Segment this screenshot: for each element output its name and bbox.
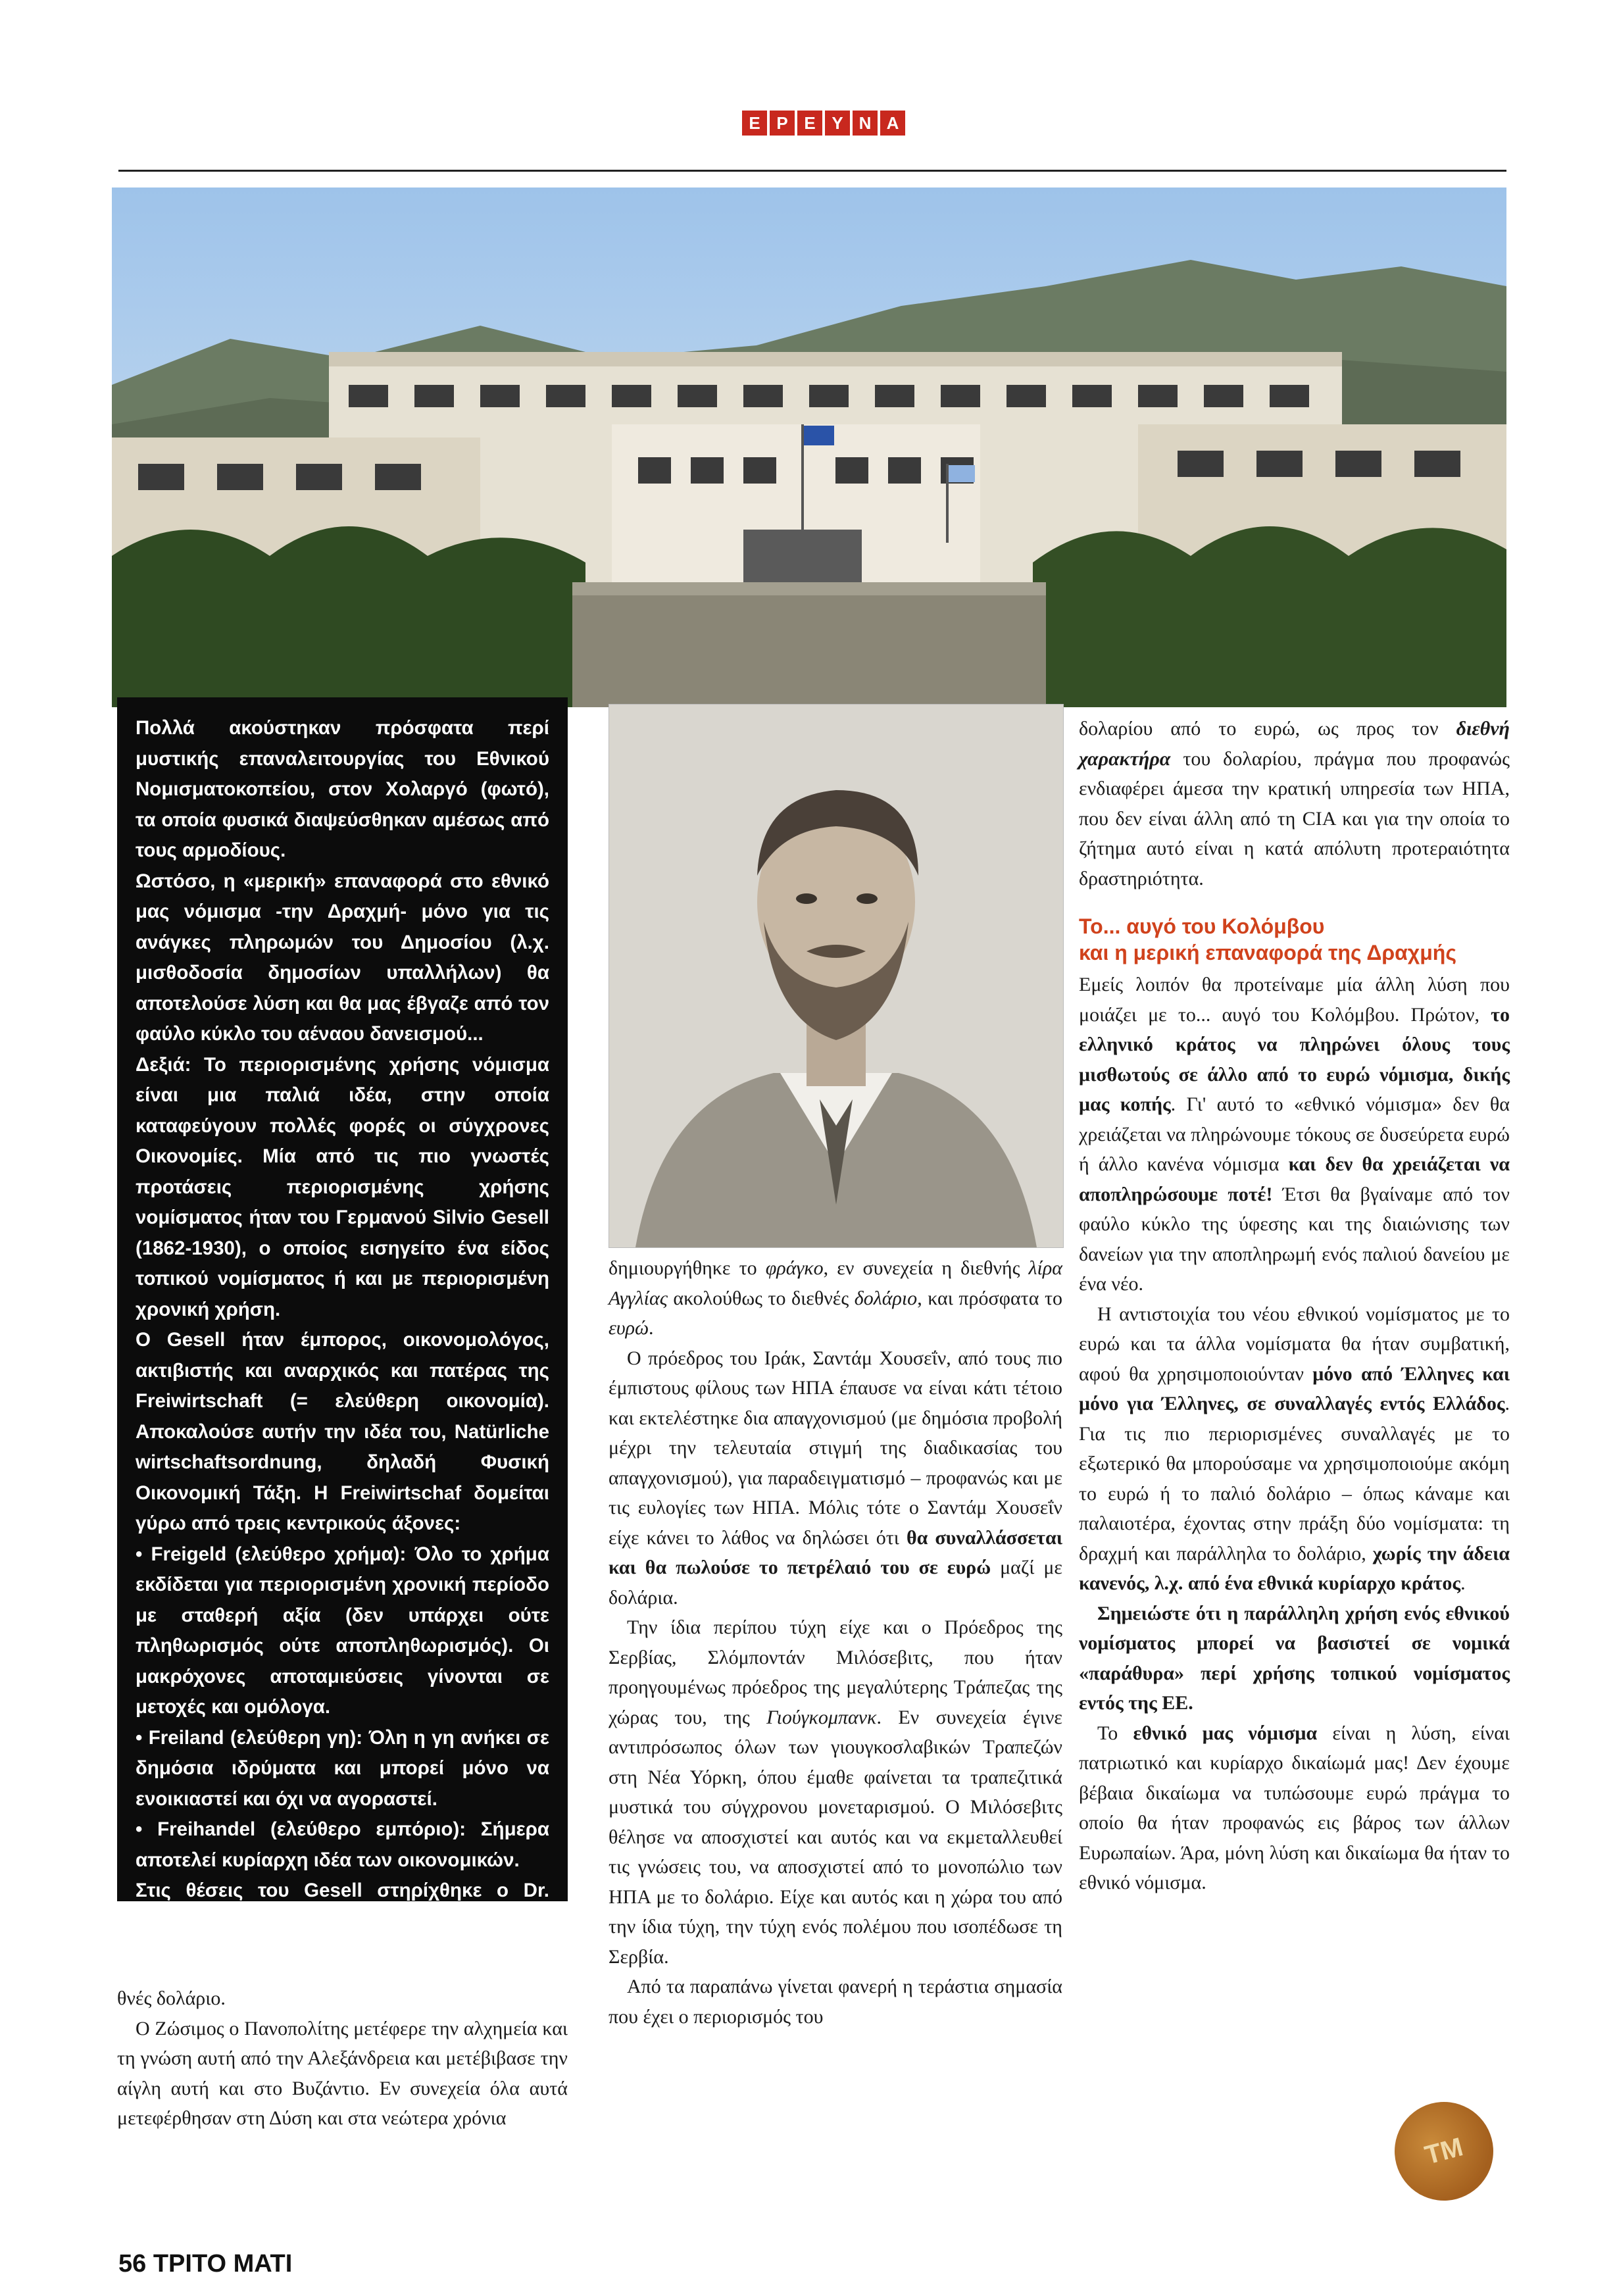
body-paragraph: δημιουργήθηκε το φράγκο, εν συνεχεία η διεθνής λίρα Αγγλίας ακολούθως το διεθνές δολάριο, και πρόσφατα το ευρώ. bbox=[609, 1257, 1063, 1339]
body-paragraph: Εμείς λοιπόν θα προτείναμε μία άλλη λύση που μοιάζει με το... αυγό του Κολόμβου. Πρώτον, το ελληνικό κράτος να πληρώνει όλους τους μισθωτούς σε άλλο από το ευρώ νόμισμα, δικής μας κοπής. Γι' αυτό το «εθνικό νόμισμα» δεν θα χρειάζεται να πληρώνουμε τόκους σε δυσεύρετα ευρώ ή άλλο κανένα νόμισμα και δεν θα χρειάζεται να αποπληρώσουμε ποτέ! Έτσι θα βγαίναμε από τον φαύλο κύκλο της ύφεσης και της διαιώνισης των δανείων για την αποπληρωμή ενός παλιού δανείου με ένα νέο. bbox=[1079, 974, 1510, 1295]
section-letter: Y bbox=[825, 111, 850, 136]
seal-stamp-icon: ΤΜ bbox=[1383, 2091, 1504, 2212]
page-number: 56 bbox=[118, 2250, 147, 2278]
caption-paragraph: Δεξιά: Το περιορισμένης χρήσης νόμισμα είναι μια παλιά ιδέα, στην οποία καταφεύγουν πολλές φορές οι σύγχρονες Οικονομίες. Μία από τις πιο γνωστές προτάσεις περιορισμένης χρήσης νομίσματος ήταν του Γερμανού Silvio Gesell (1862-1930), ο οποίος εισηγείτο ένα είδος τοπικού νομίσματος ή και με περιορισμένη χρονική χρήση. bbox=[136, 1053, 549, 1320]
body-paragraph: δολαρίου από το ευρώ, ως προς τον διεθνή χαρακτήρα του δολαρίου, πράγμα που προφανώς ενδιαφέρει άμεσα την κρατική υπηρεσία των ΗΠΑ, που δεν είναι άλλη από τη CIA και για την οποία το ζήτημα αυτό είναι η κατά απόλυτη προτεραιότητα δραστηριότητα. bbox=[1079, 718, 1510, 889]
header-rule bbox=[118, 170, 1506, 172]
caption-paragraph: Ωστόσο, η «μερική» επαναφορά στο εθνικό μας νόμισμα -την Δραχμή- μόνο για τις ανάγκες πληρωμών του Δημοσίου (λ.χ. μισθοδοσία δημοσίων υπαλλήλων) θα αποτελούσε λύση και θα μας έβγαζε από τον φαύλο κύκλο του αέναου δανεισμού... bbox=[136, 870, 549, 1045]
caption-paragraph: Πολλά ακούστηκαν πρόσφατα περί μυστικής επαναλειτουργίας του Εθνικού Νομισματοκοπείου, στον Χολαργό (φωτό), τα οποία φυσικά διαψεύσθηκαν αμέσως από τους αρμοδίους. bbox=[136, 717, 549, 861]
page-footer bbox=[118, 2250, 292, 2278]
middle-column bbox=[609, 1253, 1062, 2032]
body-paragraph: Σημειώστε ότι η παράλληλη χρήση ενός εθνικού νομίσματος μπορεί να βασιστεί σε νομικά «παράθυρα» περί χρήσης τοπικού νομίσματος εντός της ΕΕ. bbox=[1079, 1602, 1510, 1714]
body-paragraph: Ο Ζώσιμος ο Πανοπολίτης μετέφερε την αλχημεία και τη γνώση αυτή από την Αλεξάνδρεια και μετέβιβασε την αίγλη αυτή και στο Βυζάντιο. Εν συνεχεία όλα αυτά μετεφέρθησαν στη Δύση και στα νεώτερα χρόνια bbox=[117, 2017, 568, 2129]
right-column bbox=[1079, 714, 1510, 1898]
caption-box bbox=[117, 697, 568, 1962]
caption-paragraph: Ο Gesell ήταν έμπορος, οικονομολόγος, ακτιβιστής και αναρχικός και πατέρας της Freiwirtschaft (= ελεύθερη οικονομία). Αποκαλούσε αυτήν την ιδέα του, Natürliche wirtschaftsordnung, δηλαδή Φυσική Οικονομική Τάξη. Η Freiwirtschaf δομείται γύρω από τρεις κεντρικούς άξονες: bbox=[136, 1329, 549, 1534]
section-letter: E bbox=[742, 111, 767, 136]
magazine-name: ΤΡΙΤΟ ΜΑΤΙ bbox=[153, 2250, 293, 2278]
caption-paragraph: Στις θέσεις του Gesell στηρίχθηκε ο Dr. Greeley Schacht και έσωσε την οικονομία της Γερμανίας bbox=[136, 1880, 549, 1962]
section-letter: A bbox=[880, 111, 905, 136]
mint-building-photo bbox=[112, 187, 1506, 707]
gesell-portrait-photo bbox=[609, 704, 1064, 1248]
section-letter: N bbox=[853, 111, 878, 136]
caption-bullet: • Freigeld (ελεύθερο χρήμα): Όλο το χρήμα εκδίδεται για περιορισμένη χρονική περίοδο με σταθερή αξία (δεν υπάρχει ούτε πληθωρισμός ούτε αποπληθωρισμός). Οι μακρόχονες αποταμιεύσεις γίνονται σε μετοχές και ομόλογα. bbox=[136, 1543, 549, 1718]
section-letter: E bbox=[797, 111, 822, 136]
body-paragraph: Το εθνικό μας νόμισμα είναι η λύση, είναι πατριωτικό και κυρίαρχο δικαίωμά μας! Δεν έχουμε βέβαια δικαίωμα να τυπώσουμε ευρώ πράγμα το οποίο θα ήταν προφανώς εις βάρος των άλλων Ευρωπαίων. Άρα, μόνη λύση και δικαίωμα θα ήταν το εθνικό νόμισμα. bbox=[1079, 1722, 1510, 1893]
body-paragraph: θνές δολάριο. bbox=[117, 1987, 226, 2009]
caption-bullet: • Freiland (ελεύθερη γη): Όλη η γη ανήκει σε δημόσια ιδρύματα και μπορεί μόνο να ενοικιαστεί και όχι να αγοραστεί. bbox=[136, 1726, 549, 1810]
subheading: Το... αυγό του Κολόμβου και η μερική επαναφορά της Δραχμής bbox=[1079, 914, 1456, 964]
section-letter: P bbox=[770, 111, 795, 136]
body-paragraph: Η αντιστοιχία του νέου εθνικού νομίσματος με το ευρώ και τα άλλα νομίσματα θα ήταν συμβατική, αφού θα χρησιμοποιούνταν μόνο από Έλληνες και μόνο για Έλληνες, σε συναλλαγές εντός Ελλάδος. Για τις πιο περιορισμένες συναλλαγές με το εξωτερικό θα μπορούσαμε να χρησιμοποιούμε ακόμη το ευρώ ή το παλιό δολάριο – όπως κάναμε και παλαιοτέρα, έχοντας στην πράξη δύο νομίσματα: τη δραχμή και παράλληλα το δολάριο, χωρίς την άδεια κανενός, λ.χ. από ένα εθνικά κυρίαρχο κράτος. bbox=[1079, 1303, 1510, 1594]
left-column bbox=[117, 1984, 568, 2134]
body-paragraph: Ο πρόεδρος του Ιράκ, Σαντάμ Χουσεΐν, από τους πιο έμπιστους φίλους των ΗΠΑ έπαυσε να είναι κάτι τέτοιο και εκτελέστηκε δια απαγχονισμού (με δημόσια προβολή μέχρι την τελευταία στιγμή της διαδικασίας του απαγχονισμού), για παραδειγματισμό – προφανώς και με τις ευλογίες των ΗΠΑ. Μόλις τότε ο Σαντάμ Χουσεΐν είχε κάνει το λάθος να δηλώσει ότι θα συναλλάσσεται και θα πωλούσε το πετρέλαιό του σε ευρώ μαζί με δολάρια. bbox=[609, 1347, 1063, 1609]
body-paragraph: Από τα παραπάνω γίνεται φανερή η τεράστια σημασία που έχει ο περιορισμός του bbox=[609, 1976, 1062, 2028]
body-paragraph: Την ίδια περίπου τύχη είχε και ο Πρόεδρος της Σερβίας, Σλόμποντάν Μιλόσεβιτς, που ήταν προηγουμένως πρόεδρος της μεγαλύτερης Τράπεζας της χώρας του, της Γιούγκομπανκ. Εν συνεχεία έγινε αντιπρόσωπος όλων των γιουγκοσλαβικών Τραπεζών στη Νέα Υόρκη, όπου έμαθε φαίνεται τα τραπεζιτικά μυστικά του σύγχρονου μονεταρισμού. Ο Μιλόσεβιτς θέλησε να αποσχιστεί και αυτός και να εκμεταλλευθεί τις γνώσεις του, να αποσχιστεί από το μονοπώλιο των ΗΠΑ με το δολάριο. Είχε και αυτός και η χώρα του από την ίδια τύχη, την τύχη ενός πολέμου που ισοπέδωσε τη Σερβία. bbox=[609, 1616, 1062, 1968]
caption-bullet: • Freihandel (ελεύθερο εμπόριο): Σήμερα αποτελεί κυρίαρχη ιδέα των οικονομικών. bbox=[136, 1818, 549, 1871]
section-header bbox=[742, 111, 905, 136]
